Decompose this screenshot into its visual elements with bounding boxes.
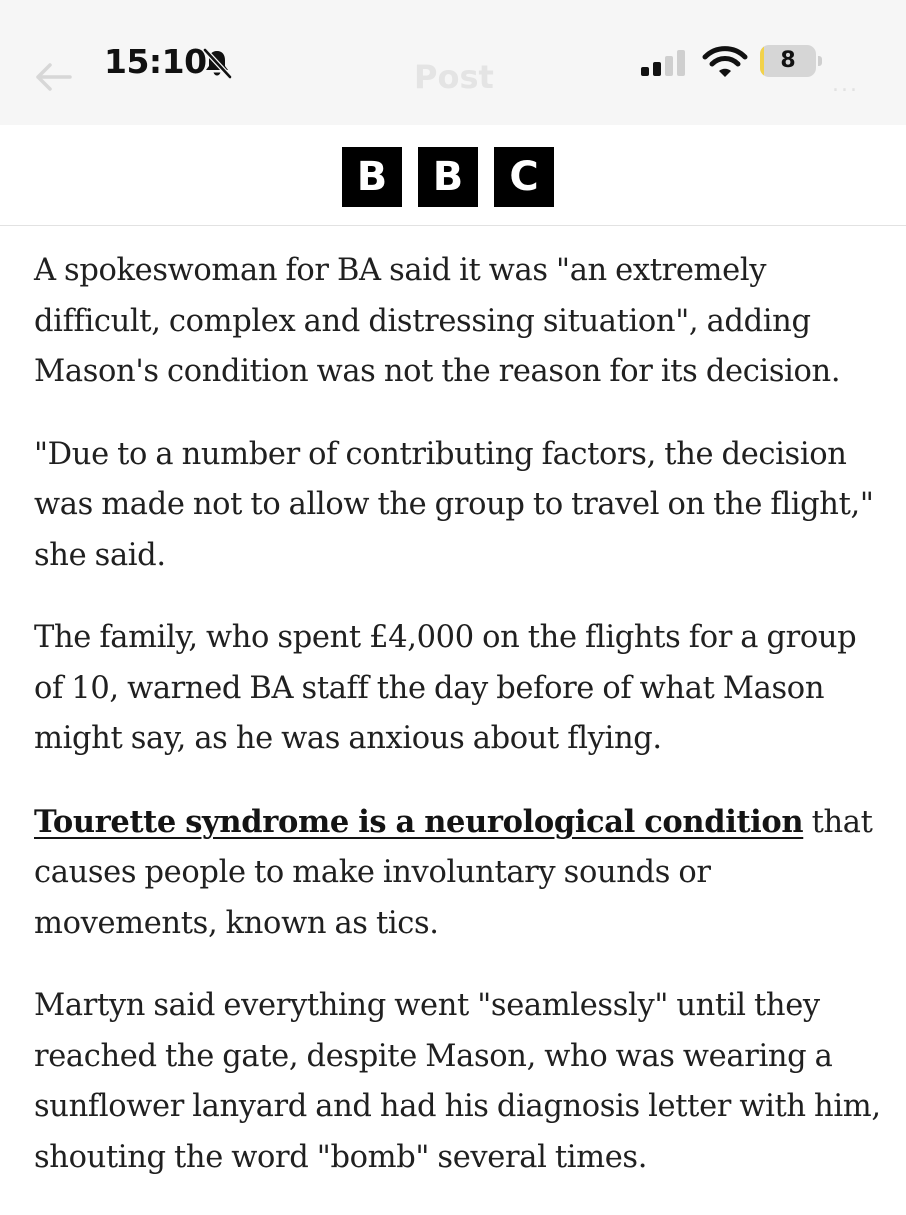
- status-time: 15:10: [104, 42, 207, 81]
- article-paragraph-4: [34, 797, 884, 950]
- battery-icon: [760, 45, 822, 77]
- signal-bars-icon: [641, 50, 689, 76]
- site-header: [0, 125, 906, 226]
- article-paragraph-5: Martyn said everything went "seamlessly" until they reached the gate, despite Mason, who was wearing a sunflower lanyard and had his diagnosis letter with him, shouting the word "bomb" several times.: [34, 988, 881, 1175]
- article-paragraph-1: A spokeswoman for BA said it was "an extremely difficult, complex and distressing situation", adding Mason's condition was not the reason for its decision.: [34, 253, 841, 389]
- logo-block-b2: B: [418, 147, 478, 207]
- battery-body: [760, 45, 816, 77]
- more-options-icon[interactable]: ...: [832, 72, 859, 97]
- tourette-link[interactable]: Tourette syndrome is a neurological condition: [34, 803, 804, 840]
- article-paragraph-2: "Due to a number of contributing factors, the decision was made not to allow the group to travel on the flight," she said.: [34, 436, 874, 573]
- article-paragraph-3: The family, who spent £4,000 on the flights for a group of 10, warned BA staff the day before of what Mason might say, as he was anxious about flying.: [34, 620, 857, 756]
- wifi-icon: [702, 46, 748, 78]
- status-bar: [0, 0, 906, 125]
- bell-slash-icon: [200, 46, 234, 80]
- article-paragraph-4-text: that causes people to make involuntary sounds or movements, known as tics.: [34, 804, 873, 941]
- back-arrow-icon[interactable]: [34, 62, 72, 92]
- article-body: [34, 246, 884, 1215]
- battery-cap: [818, 56, 822, 66]
- bbc-logo[interactable]: [342, 147, 554, 207]
- nav-title: Post: [414, 58, 494, 96]
- battery-level: 8: [780, 48, 796, 73]
- logo-block-b1: B: [342, 147, 402, 207]
- logo-block-c: C: [494, 147, 554, 207]
